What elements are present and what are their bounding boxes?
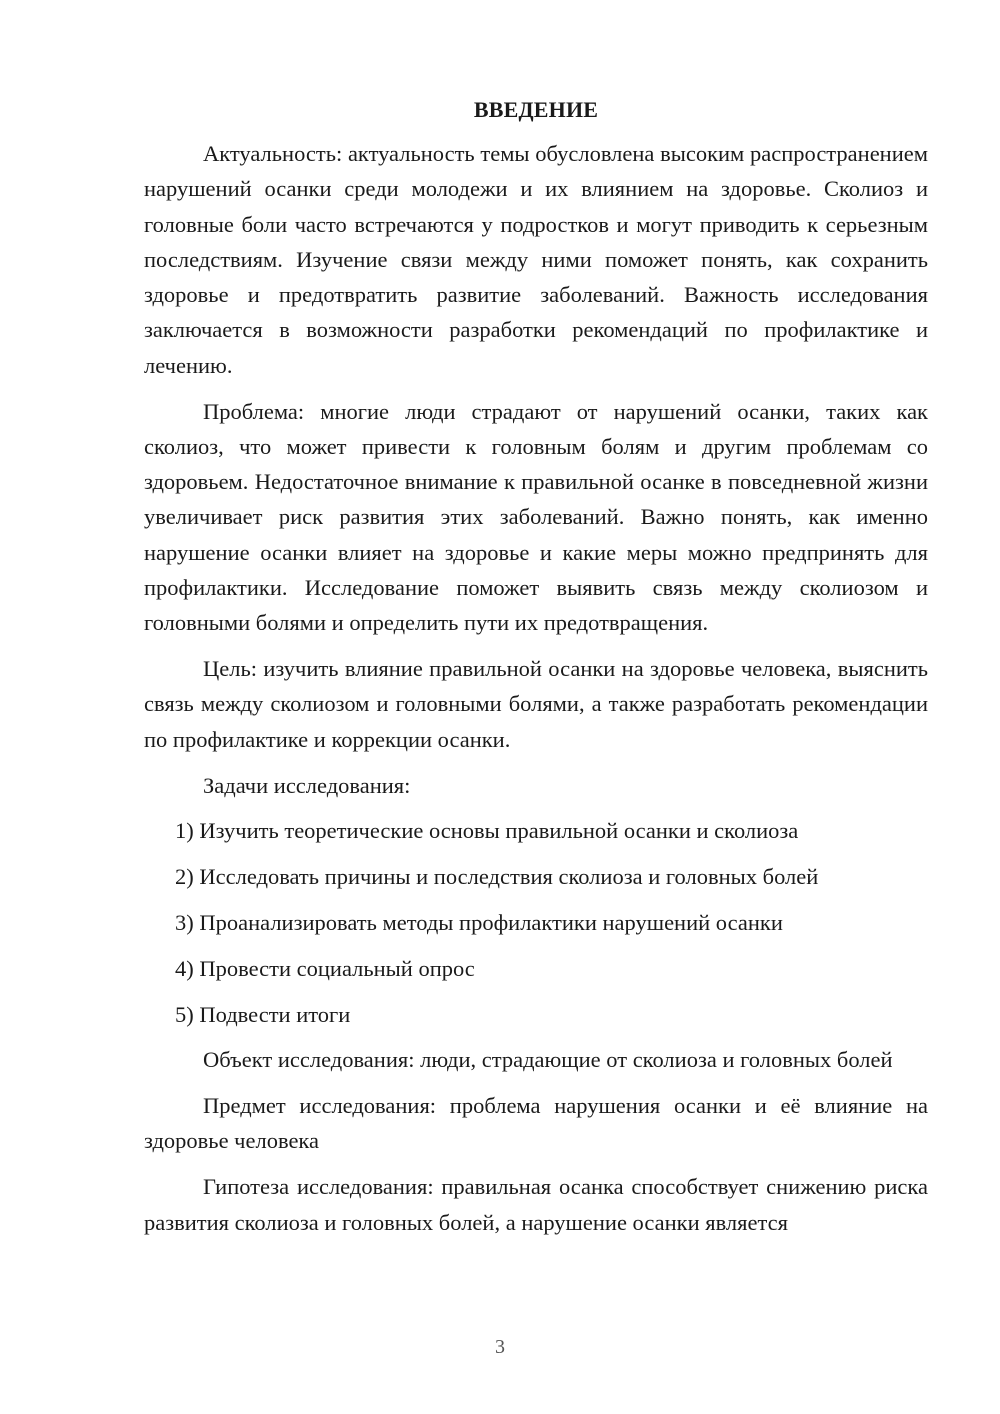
document-page <box>144 94 928 1250</box>
tasks-title: Задачи исследования: <box>203 772 411 798</box>
task-item-4: 4) Провести социальный опрос <box>175 955 475 981</box>
paragraph-goal: Цель: изучить влияние правильной осанки на здоровье человека, выяснить связь между сколиозом и головными болями, а также разработать рекомендации по профилактике и коррекции осанки. <box>144 656 928 752</box>
tasks-list <box>144 813 928 1031</box>
paragraph-problem: Проблема: многие люди страдают от нарушений осанки, таких как сколиоз, что может привести к головным болям и другим проблемам со здоровьем. Недостаточное внимание к правильной осанке в повседневной жизни увеличивает риск развития этих заболеваний. Важно понять, как именно нарушение осанки влияет на здоровье и какие меры можно предпринять для профилактики. Исследование поможет выявить связь между сколиозом и головными болями и определить пути их предотвращения. <box>144 398 928 636</box>
page-number: 3 <box>495 1336 505 1358</box>
task-item-1: 1) Изучить теоретические основы правильной осанки и сколиоза <box>175 818 799 844</box>
paragraph-relevance: Актуальность: актуальность темы обусловлена высоким распространением нарушений осанки среди молодежи и их влиянием на здоровье. Сколиоз и головные боли часто встречаются у подростков и могут приводить к серьезным последствиям. Изучение связи между ними поможет понять, как сохранить здоровье и предотвратить развитие заболеваний. Важность исследования заключается в возможности разработки рекомендаций по профилактике и лечению. <box>144 141 928 378</box>
section-heading: ВВЕДЕНИЕ <box>473 97 599 122</box>
paragraph-hypothesis: Гипотеза исследования: правильная осанка способствует снижению риска развития сколиоза и головных болей, а нарушение осанки является <box>144 1174 928 1235</box>
paragraph-subject: Предмет исследования: проблема нарушения осанки и её влияние на здоровье человека <box>144 1093 928 1154</box>
task-item-2: 2) Исследовать причины и последствия сколиоза и головных болей <box>175 864 819 890</box>
paragraph-object: Объект исследования: люди, страдающие от сколиоза и головных болей <box>203 1047 893 1073</box>
task-item-3: 3) Проанализировать методы профилактики нарушений осанки <box>175 909 783 935</box>
task-item-5: 5) Подвести итоги <box>175 1001 351 1027</box>
